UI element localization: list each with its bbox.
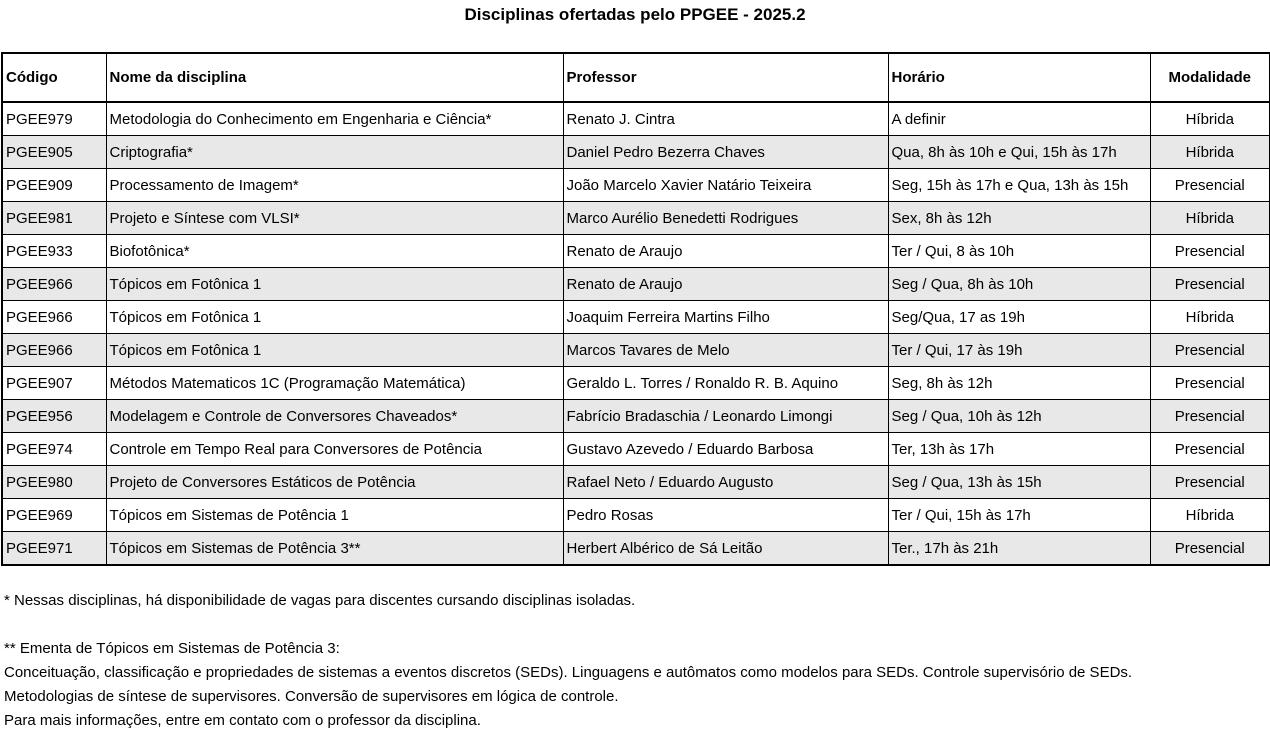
column-header-professor: Professor: [563, 53, 888, 102]
note-isolated-students: * Nessas disciplinas, há disponibilidade de vagas para discentes cursando disciplinas isoladas.: [4, 592, 636, 609]
cell-code: PGEE966: [2, 334, 106, 367]
cell-code: PGEE956: [2, 400, 106, 433]
table-row: [2, 532, 1270, 566]
cell-professor: Renato de Araujo: [563, 235, 888, 268]
cell-schedule: Qua, 8h às 10h e Qui, 15h às 17h: [888, 136, 1150, 169]
cell-modality: Híbrida: [1150, 202, 1270, 235]
note-syllabus-heading: ** Ementa de Tópicos em Sistemas de Potência 3:: [4, 640, 340, 657]
cell-schedule: Ter, 13h às 17h: [888, 433, 1150, 466]
cell-course-name: Tópicos em Fotônica 1: [106, 268, 563, 301]
cell-course-name: Tópicos em Sistemas de Potência 3**: [106, 532, 563, 566]
cell-code: PGEE909: [2, 169, 106, 202]
cell-code: PGEE981: [2, 202, 106, 235]
cell-course-name: Projeto de Conversores Estáticos de Potência: [106, 466, 563, 499]
cell-modality: Híbrida: [1150, 102, 1270, 136]
cell-code: PGEE905: [2, 136, 106, 169]
cell-course-name: Projeto e Síntese com VLSI*: [106, 202, 563, 235]
cell-code: PGEE969: [2, 499, 106, 532]
cell-schedule: Seg / Qua, 10h às 12h: [888, 400, 1150, 433]
table-row: [2, 202, 1270, 235]
table-row: [2, 169, 1270, 202]
courses-table: [1, 52, 1270, 566]
cell-professor: Marcos Tavares de Melo: [563, 334, 888, 367]
cell-code: PGEE971: [2, 532, 106, 566]
column-header-modality: Modalidade: [1150, 53, 1270, 102]
cell-schedule: Seg / Qua, 8h às 10h: [888, 268, 1150, 301]
table-row: [2, 268, 1270, 301]
cell-modality: Híbrida: [1150, 301, 1270, 334]
cell-professor: Pedro Rosas: [563, 499, 888, 532]
column-header-code: Código: [2, 53, 106, 102]
cell-course-name: Modelagem e Controle de Conversores Chaveados*: [106, 400, 563, 433]
cell-course-name: Tópicos em Fotônica 1: [106, 334, 563, 367]
cell-professor: Renato J. Cintra: [563, 102, 888, 136]
cell-professor: Rafael Neto / Eduardo Augusto: [563, 466, 888, 499]
cell-schedule: A definir: [888, 102, 1150, 136]
cell-schedule: Ter / Qui, 8 às 10h: [888, 235, 1150, 268]
table-row: [2, 235, 1270, 268]
note-contact-info: Para mais informações, entre em contato com o professor da disciplina.: [4, 712, 481, 729]
cell-code: PGEE979: [2, 102, 106, 136]
cell-code: PGEE933: [2, 235, 106, 268]
cell-modality: Presencial: [1150, 466, 1270, 499]
cell-professor: Marco Aurélio Benedetti Rodrigues: [563, 202, 888, 235]
cell-professor: Renato de Araujo: [563, 268, 888, 301]
table-row: [2, 367, 1270, 400]
cell-modality: Híbrida: [1150, 499, 1270, 532]
cell-code: PGEE907: [2, 367, 106, 400]
cell-course-name: Criptografia*: [106, 136, 563, 169]
table-row: [2, 466, 1270, 499]
cell-schedule: Ter., 17h às 21h: [888, 532, 1150, 566]
cell-modality: Presencial: [1150, 433, 1270, 466]
page-title: Disciplinas ofertadas pelo PPGEE - 2025.2: [464, 5, 806, 24]
cell-modality: Presencial: [1150, 334, 1270, 367]
cell-course-name: Processamento de Imagem*: [106, 169, 563, 202]
cell-professor: Fabrício Bradaschia / Leonardo Limongi: [563, 400, 888, 433]
table-row: [2, 136, 1270, 169]
cell-course-name: Tópicos em Fotônica 1: [106, 301, 563, 334]
cell-professor: Herbert Albérico de Sá Leitão: [563, 532, 888, 566]
cell-modality: Híbrida: [1150, 136, 1270, 169]
cell-professor: Daniel Pedro Bezerra Chaves: [563, 136, 888, 169]
note-syllabus-line-2: Metodologias de síntese de supervisores. Conversão de supervisores em lógica de controle.: [4, 688, 619, 705]
cell-schedule: Sex, 8h às 12h: [888, 202, 1150, 235]
cell-modality: Presencial: [1150, 400, 1270, 433]
cell-modality: Presencial: [1150, 169, 1270, 202]
table-row: [2, 400, 1270, 433]
note-syllabus-line-1: Conceituação, classificação e propriedades de sistemas a eventos discretos (SEDs). Linguagens e autômatos como modelos para SEDs. Controle supervisório de SEDs.: [4, 664, 1133, 681]
cell-course-name: Tópicos em Sistemas de Potência 1: [106, 499, 563, 532]
cell-course-name: Metodologia do Conhecimento em Engenharia e Ciência*: [106, 102, 563, 136]
column-header-schedule: Horário: [888, 53, 1150, 102]
table-row: [2, 102, 1270, 136]
cell-course-name: Controle em Tempo Real para Conversores de Potência: [106, 433, 563, 466]
cell-schedule: Ter / Qui, 17 às 19h: [888, 334, 1150, 367]
cell-schedule: Seg/Qua, 17 as 19h: [888, 301, 1150, 334]
cell-modality: Presencial: [1150, 235, 1270, 268]
cell-code: PGEE980: [2, 466, 106, 499]
column-header-name: Nome da disciplina: [106, 53, 563, 102]
cell-code: PGEE966: [2, 301, 106, 334]
cell-professor: Gustavo Azevedo / Eduardo Barbosa: [563, 433, 888, 466]
cell-modality: Presencial: [1150, 532, 1270, 566]
cell-professor: Geraldo L. Torres / Ronaldo R. B. Aquino: [563, 367, 888, 400]
cell-professor: João Marcelo Xavier Natário Teixeira: [563, 169, 888, 202]
cell-modality: Presencial: [1150, 367, 1270, 400]
cell-schedule: Seg, 15h às 17h e Qua, 13h às 15h: [888, 169, 1150, 202]
table-row: [2, 334, 1270, 367]
cell-modality: Presencial: [1150, 268, 1270, 301]
table-row: [2, 499, 1270, 532]
cell-schedule: Seg / Qua, 13h às 15h: [888, 466, 1150, 499]
cell-code: PGEE974: [2, 433, 106, 466]
cell-code: PGEE966: [2, 268, 106, 301]
table-row: [2, 433, 1270, 466]
cell-course-name: Biofotônica*: [106, 235, 563, 268]
table-row: [2, 301, 1270, 334]
cell-schedule: Seg, 8h às 12h: [888, 367, 1150, 400]
cell-professor: Joaquim Ferreira Martins Filho: [563, 301, 888, 334]
cell-course-name: Métodos Matematicos 1C (Programação Matemática): [106, 367, 563, 400]
cell-schedule: Ter / Qui, 15h às 17h: [888, 499, 1150, 532]
table-header-row: [2, 53, 1270, 102]
